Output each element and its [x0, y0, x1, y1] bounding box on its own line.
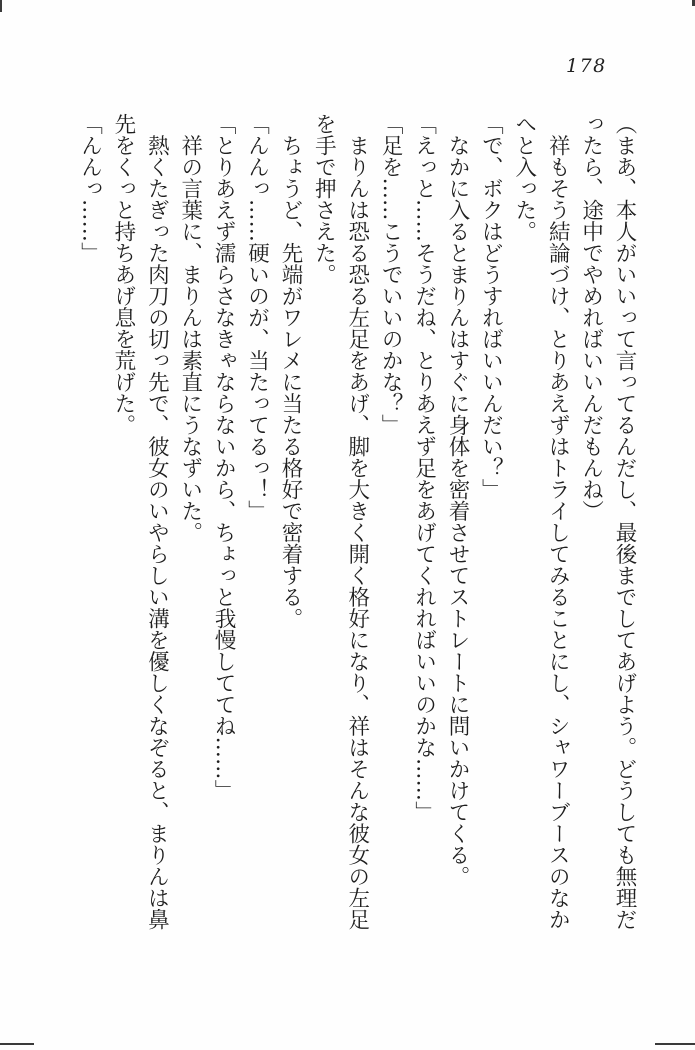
text-line: まりんは恐る恐る左足をあげ、脚を大きく開く格好になり、祥はそんな彼女の左足 — [344, 113, 370, 930]
text-line: 「んんっ……」 — [77, 113, 103, 264]
text-line: へと入った。 — [511, 113, 537, 242]
page-edge-mark — [0, 0, 2, 12]
text-line: 先をくっと持ちあげ息を荒げた。 — [110, 113, 136, 436]
page-edge-mark — [0, 1043, 34, 1045]
text-line: 祥もそう結論づけ、とりあえずはトライしてみることにし、シャワーブースのなか — [545, 113, 571, 930]
page-edge-mark — [655, 1043, 695, 1045]
text-line: 「で、ボクはどうすればいいんだい？」 — [478, 113, 504, 500]
text-line: 「とりあえず濡らさなきゃならないから、ちょっと我慢しててね……」 — [211, 113, 237, 801]
text-line: 「えっと……そうだね、とりあえず足をあげてくれればいいのかな……」 — [411, 113, 437, 823]
text-line: ちょうど、先端がワレメに当たる格好で密着する。 — [277, 113, 303, 629]
text-line: 「足を……こうでいいのかな？」 — [378, 113, 404, 436]
text-line: ったら、途中でやめればいいんだもんね） — [578, 113, 604, 522]
text-line: 祥の言葉に、まりんは素直にうなずいた。 — [177, 113, 203, 543]
text-line: 「んんっ……硬いのが、当たってるっ！」 — [244, 113, 270, 522]
text-line: 熱くたぎった肉刀の切っ先で、彼女のいやらしい溝を優しくなぞると、まりんは鼻 — [144, 113, 170, 930]
text-line: なかに入るとまりんはすぐに身体を密着させてストレートに問いかけてくる。 — [444, 113, 470, 887]
text-line: （まあ、本人がいいって言ってるんだし、最後までしてあげよう。どうしても無理だ — [612, 113, 637, 930]
vertical-text-block — [73, 113, 641, 933]
page-number: 178 — [566, 55, 607, 77]
text-line: を手で押さえた。 — [311, 113, 337, 285]
